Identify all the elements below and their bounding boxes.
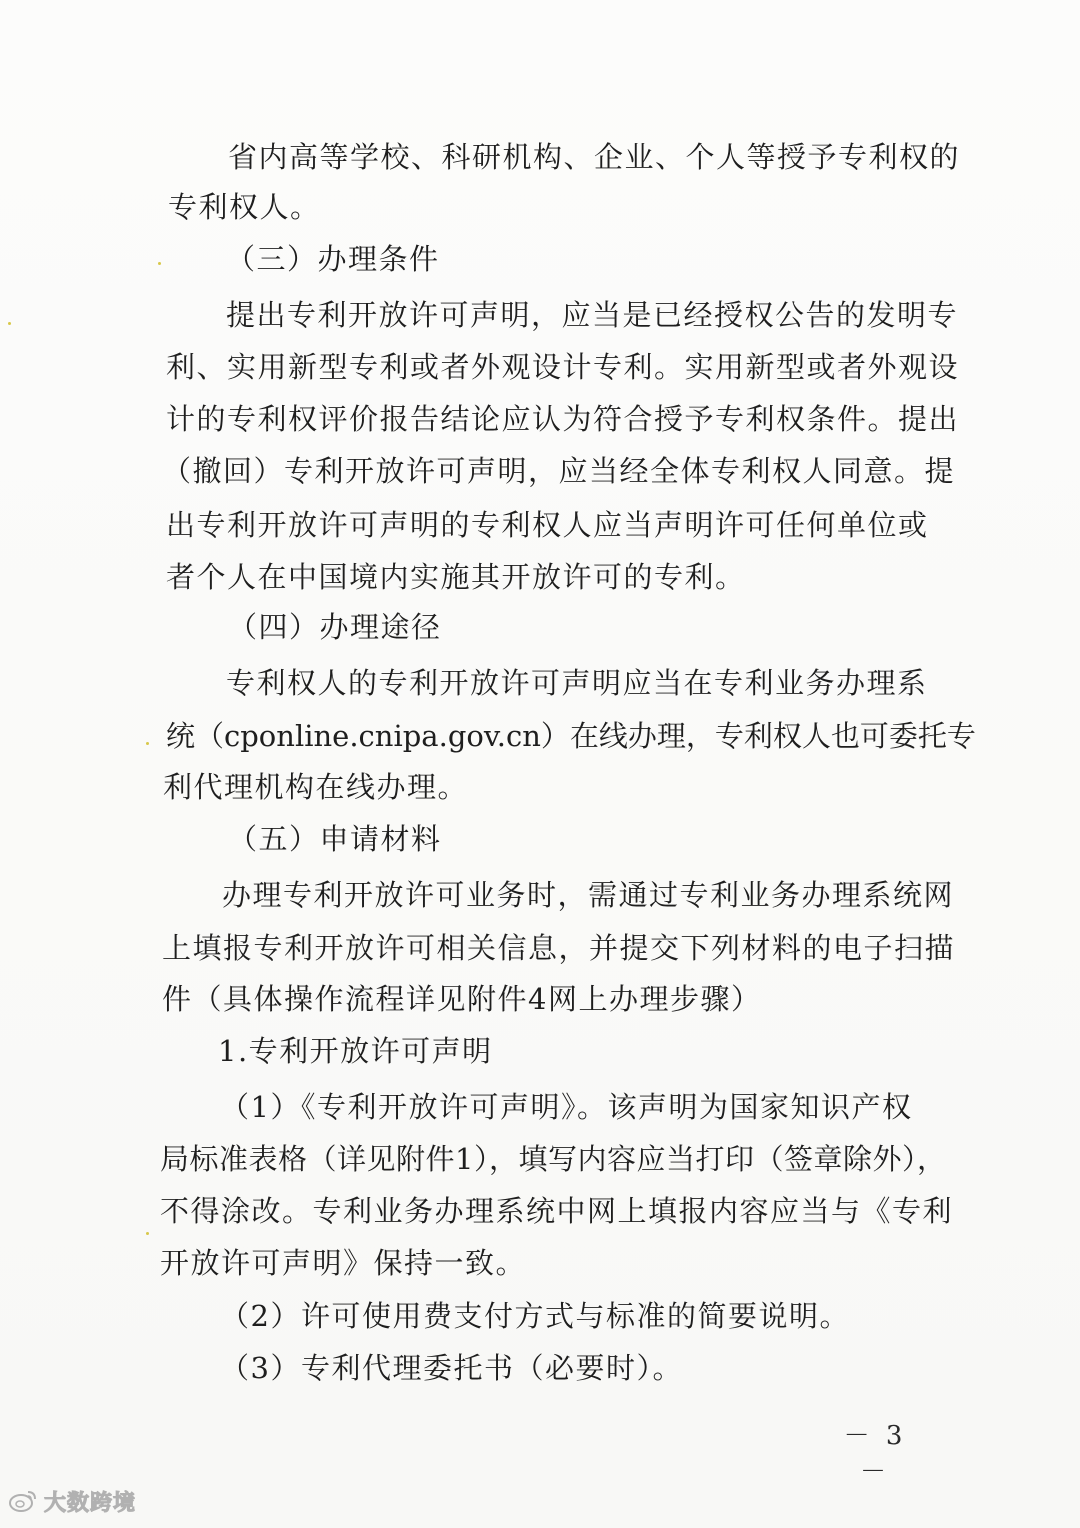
text-line-16: 上填报专利开放许可相关信息，并提交下列材料的电子扫描 [162,931,956,965]
watermark [8,1484,136,1518]
text-line-8: 出专利开放许可声明的专利权人应当声明许可任何单位或 [166,508,929,542]
text-line-20: 局标准表格（详见附件1），填写内容应当打印（签章除外）， [160,1142,947,1176]
page-number: － 3 － [843,1421,907,1487]
text-line-9: 者个人在中国境内实施其开放许可的专利。 [166,560,746,594]
subheading-declaration: 1.专利开放许可声明 [218,1034,493,1068]
text-line-19: （1）《专利开放许可声明》。该声明为国家知识产权 [220,1090,913,1124]
text-line-21: 不得涂改。专利业务办理系统中网上填报内容应当与《专利 [160,1194,954,1228]
text-line-5: 利、实用新型专利或者外观设计专利。实用新型或者外观设 [166,350,960,384]
text-line-11: 专利权人的专利开放许可声明应当在专利业务办理系 [226,666,928,700]
weibo-logo-icon [8,1488,38,1514]
text-line-23: （2）许可使用费支付方式与标准的简要说明。 [220,1299,850,1333]
text-line-2: 专利权人。 [168,190,321,224]
section-heading-conditions: （三）办理条件 [226,242,440,276]
text-line-22: 开放许可声明》保持一致。 [160,1246,527,1280]
section-heading-materials: （五）申请材料 [228,822,442,856]
text-line-7: （撤回）专利开放许可声明，应当经全体专利权人同意。提 [162,454,956,488]
section-heading-channels: （四）办理途径 [228,610,442,644]
scan-speck [146,1232,149,1235]
text-line-1: 省内高等学校、科研机构、企业、个人等授予专利权的 [228,140,961,174]
text-line-6: 计的专利权评价报告结论应认为符合授予专利权条件。提出 [166,402,960,436]
text-line-12: 统（cponline.cnipa.gov.cn）在线办理，专利权人也可委托专 [166,719,976,753]
text-line-13: 利代理机构在线办理。 [163,770,469,804]
watermark-text: 大数跨境 [44,1490,137,1516]
text-line-24: （3）专利代理委托书（必要时）。 [220,1351,683,1385]
text-line-17: 件（具体操作流程详见附件4网上办理步骤） [162,982,762,1016]
text-line-15: 办理专利开放许可业务时，需通过专利业务办理系统网 [222,878,955,912]
text-line-4: 提出专利开放许可声明，应当是已经授权公告的发明专 [226,298,959,332]
